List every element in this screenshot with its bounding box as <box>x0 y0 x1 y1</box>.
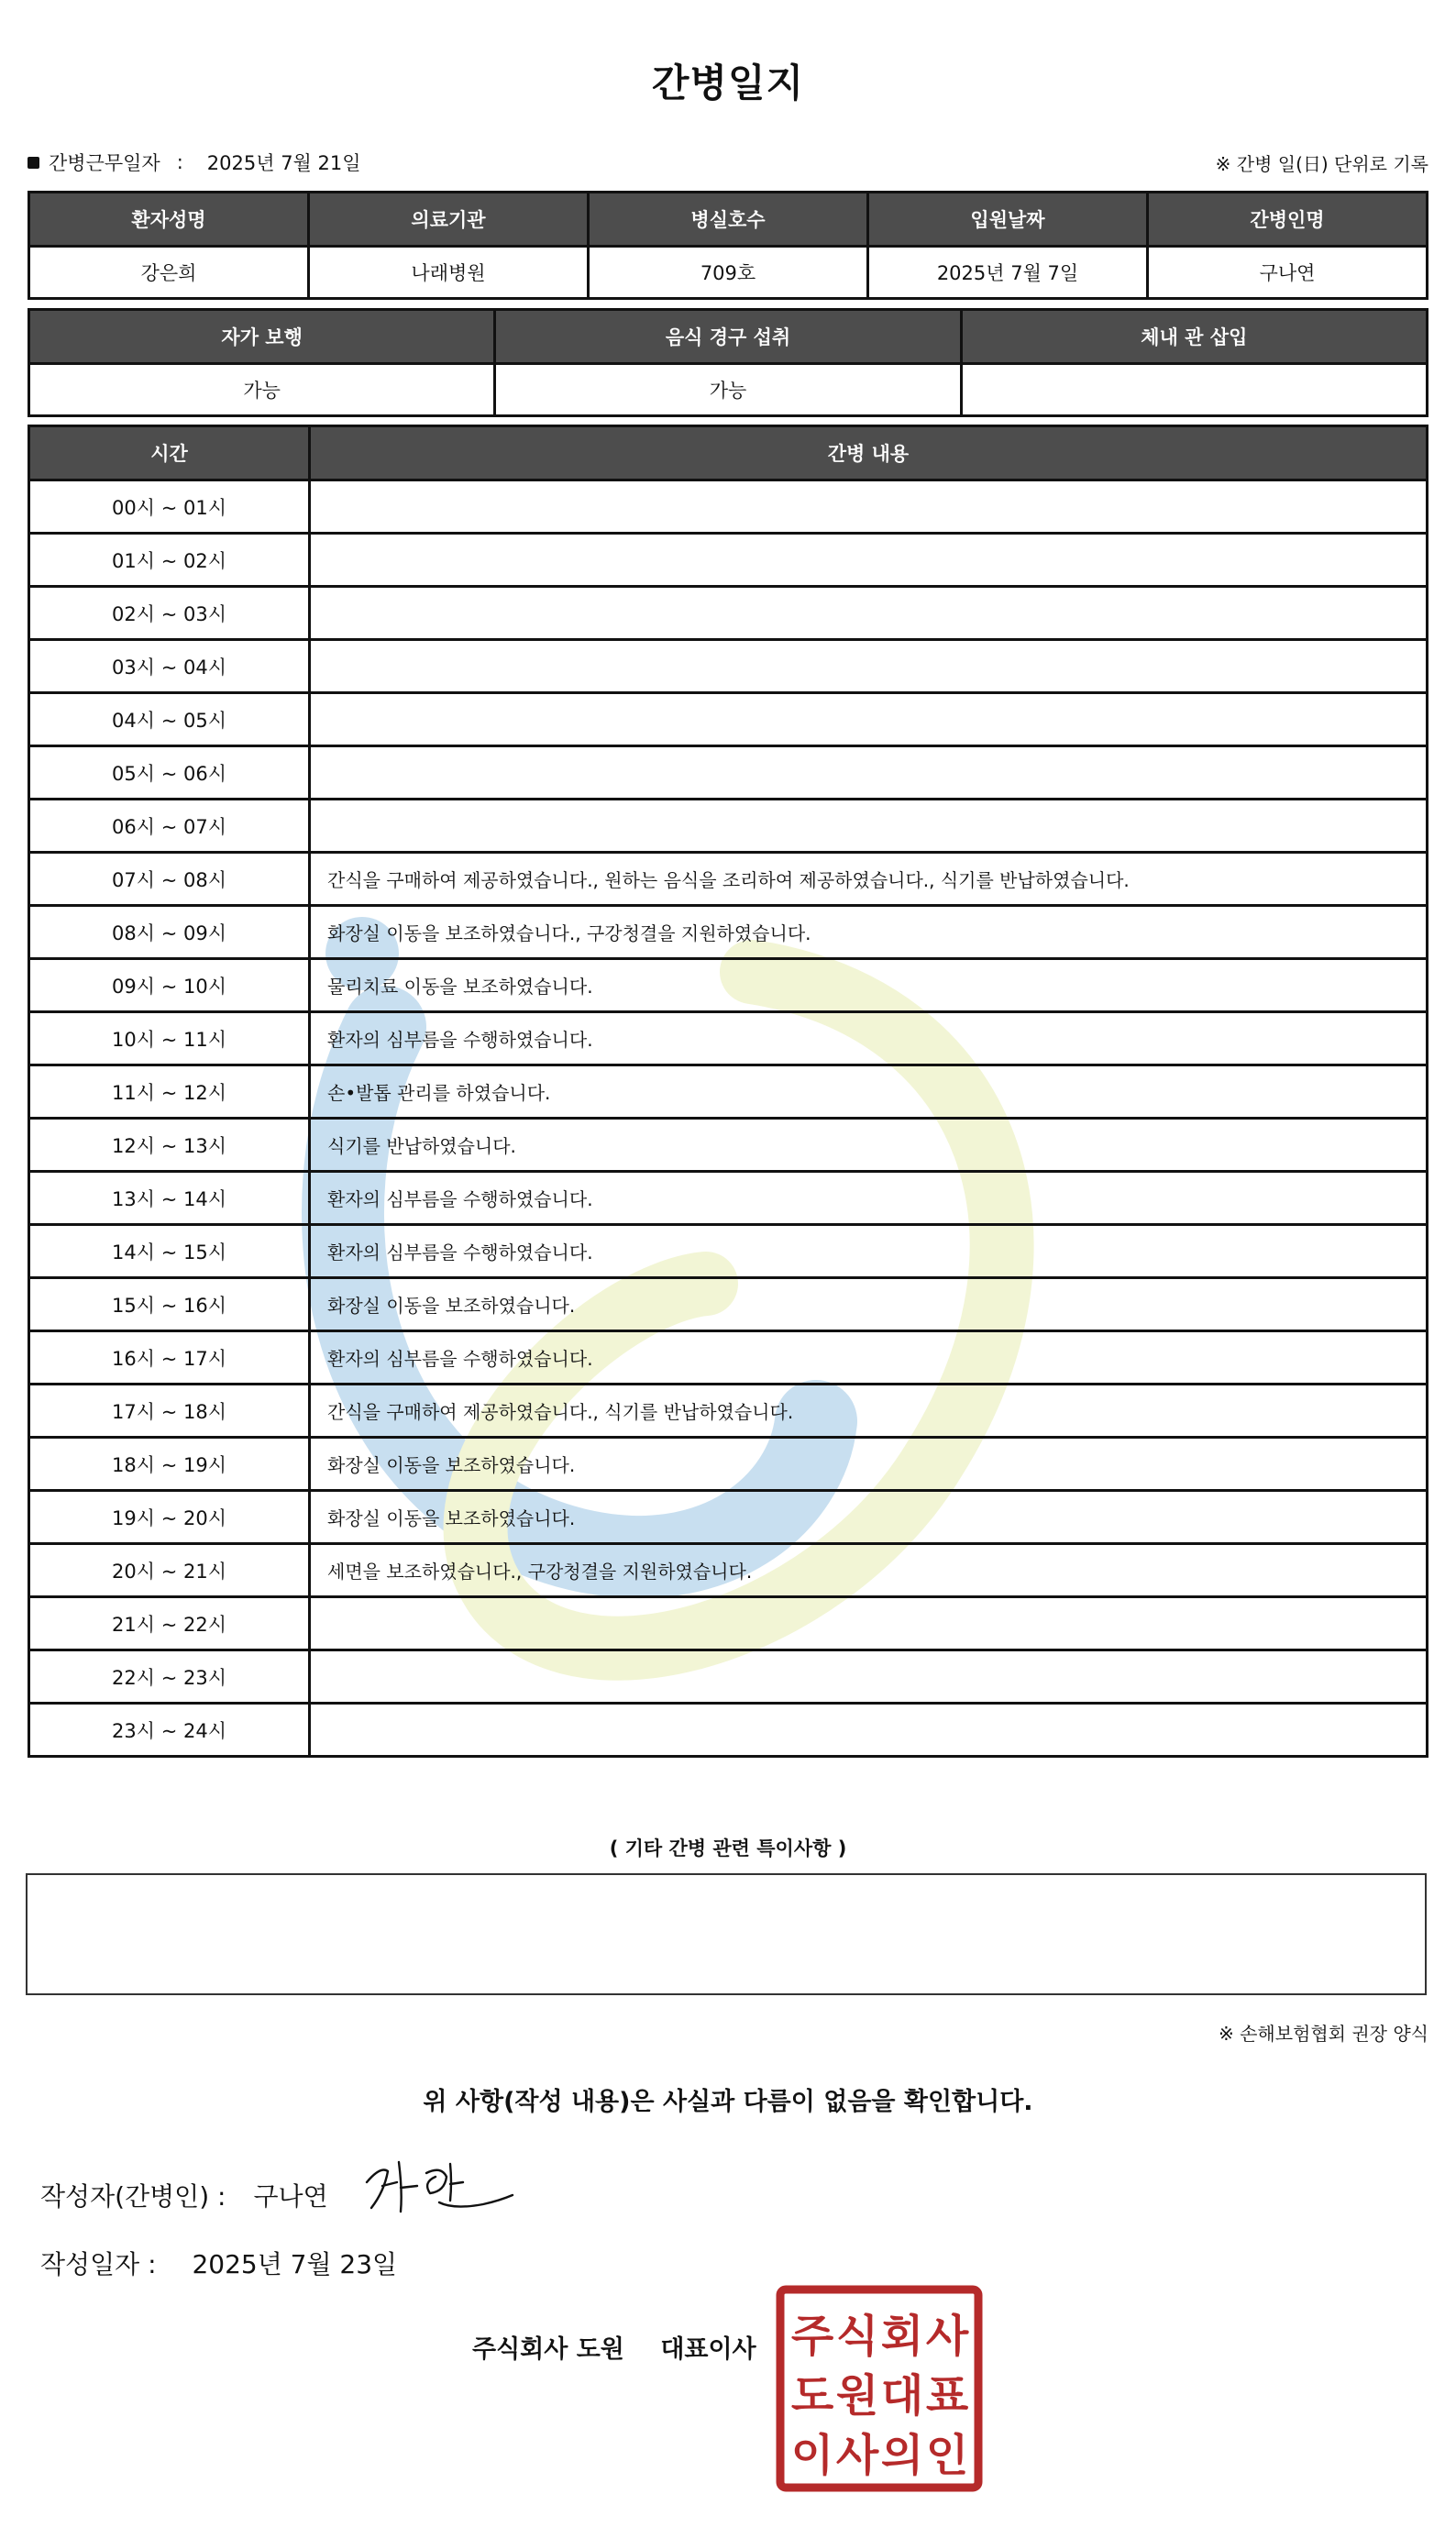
care-content: 환자의 심부름을 수행하였습니다. <box>310 1225 1428 1278</box>
care-content <box>310 1704 1428 1757</box>
table-row <box>29 853 1428 906</box>
care-content <box>310 746 1428 800</box>
time-slot: 05시 ~ 06시 <box>29 746 310 800</box>
duty-date-colon: : <box>176 151 183 173</box>
time-slot: 16시 ~ 17시 <box>29 1331 310 1385</box>
seal-character: 의 <box>880 2430 924 2481</box>
table-row <box>29 693 1428 746</box>
duty-date-label: 간병근무일자 <box>49 152 160 174</box>
seal-character: 회 <box>880 2311 924 2362</box>
ceo-title: 대표이사 <box>660 2335 756 2364</box>
room-number: 709호 <box>589 247 868 299</box>
care-content: 간식을 구매하여 제공하였습니다., 식기를 반납하였습니다. <box>310 1385 1428 1438</box>
remarks-title: ( 기타 간병 관련 특이사항 ) <box>609 1837 847 1859</box>
admission-date: 2025년 7월 7일 <box>868 247 1148 299</box>
table-row <box>29 1331 1428 1385</box>
patient-name: 강은희 <box>29 247 309 299</box>
seal-character: 표 <box>925 2370 969 2422</box>
time-slot: 11시 ~ 12시 <box>29 1065 310 1119</box>
care-content <box>310 1597 1428 1650</box>
care-content: 식기를 반납하였습니다. <box>310 1119 1428 1172</box>
remarks-box <box>26 1873 1427 1995</box>
author-label: 작성자(간병인) : <box>40 2181 226 2212</box>
time-slot: 21시 ~ 22시 <box>29 1597 310 1650</box>
document-title: 간병일지 <box>651 61 805 105</box>
care-content <box>310 693 1428 746</box>
company-line <box>472 2329 756 2365</box>
header-self-walking: 자가 보행 <box>29 310 495 364</box>
table-row <box>29 1385 1428 1438</box>
care-content <box>310 1650 1428 1704</box>
table-row <box>29 1491 1428 1544</box>
table-row <box>29 587 1428 640</box>
time-slot: 00시 ~ 01시 <box>29 480 310 534</box>
company-name: 주식회사 도원 <box>472 2335 624 2364</box>
header-patient-name: 환자성명 <box>29 193 309 247</box>
caregiver-name: 구나연 <box>1148 247 1428 299</box>
time-slot: 09시 ~ 10시 <box>29 959 310 1012</box>
time-slot: 14시 ~ 15시 <box>29 1225 310 1278</box>
time-slot: 17시 ~ 18시 <box>29 1385 310 1438</box>
bullet-square-icon <box>28 157 39 169</box>
time-slot: 07시 ~ 08시 <box>29 853 310 906</box>
header-time: 시간 <box>29 426 310 480</box>
table-row <box>29 1278 1428 1331</box>
care-content <box>310 587 1428 640</box>
time-slot: 19시 ~ 20시 <box>29 1491 310 1544</box>
company-seal-stamp <box>776 2285 983 2492</box>
care-content: 화장실 이동을 보조하였습니다. <box>310 1278 1428 1331</box>
seal-character: 식 <box>835 2311 879 2362</box>
time-slot: 18시 ~ 19시 <box>29 1438 310 1491</box>
care-content <box>310 640 1428 693</box>
time-slot: 15시 ~ 16시 <box>29 1278 310 1331</box>
time-slot: 08시 ~ 09시 <box>29 906 310 959</box>
written-date-value: 2025년 7월 23일 <box>192 2249 398 2279</box>
care-content: 화장실 이동을 보조하였습니다. <box>310 1491 1428 1544</box>
confirmation-statement: 위 사항(작성 내용)은 사실과 다름이 없음을 확인합니다. <box>423 2088 1033 2116</box>
time-slot: 12시 ~ 13시 <box>29 1119 310 1172</box>
duty-date-line <box>28 149 361 176</box>
header-care-content: 간병 내용 <box>310 426 1428 480</box>
seal-character: 대 <box>880 2370 924 2422</box>
care-content <box>310 480 1428 534</box>
time-slot: 01시 ~ 02시 <box>29 534 310 587</box>
time-slot: 02시 ~ 03시 <box>29 587 310 640</box>
care-content: 물리치료 이동을 보조하였습니다. <box>310 959 1428 1012</box>
seal-character: 원 <box>835 2370 879 2422</box>
association-note: ※ 손해보험협회 권장 양식 <box>1218 2023 1428 2045</box>
header-hospital: 의료기관 <box>309 193 589 247</box>
seal-character: 이 <box>790 2430 834 2481</box>
oral-intake-value: 가능 <box>495 364 961 416</box>
header-oral-intake: 음식 경구 섭취 <box>495 310 961 364</box>
table-row <box>29 1012 1428 1065</box>
table-row <box>29 1650 1428 1704</box>
time-slot: 04시 ~ 05시 <box>29 693 310 746</box>
handwritten-signature <box>362 2155 518 2219</box>
seal-character: 도 <box>790 2370 834 2422</box>
header-caregiver-name: 간병인명 <box>1148 193 1428 247</box>
patient-condition-table <box>28 308 1428 417</box>
written-date-line <box>40 2245 397 2281</box>
care-content: 환자의 심부름을 수행하였습니다. <box>310 1172 1428 1225</box>
table-row <box>29 480 1428 534</box>
table-row <box>29 800 1428 853</box>
table-row <box>29 1438 1428 1491</box>
care-content: 환자의 심부름을 수행하였습니다. <box>310 1331 1428 1385</box>
table-row <box>29 640 1428 693</box>
time-slot: 13시 ~ 14시 <box>29 1172 310 1225</box>
table-row <box>29 906 1428 959</box>
time-slot: 20시 ~ 21시 <box>29 1544 310 1597</box>
time-slot: 22시 ~ 23시 <box>29 1650 310 1704</box>
table-row <box>29 746 1428 800</box>
duty-date-value: 2025년 7월 21일 <box>206 152 361 174</box>
care-content <box>310 800 1428 853</box>
unit-note: ※ 간병 일(日) 단위로 기록 <box>1215 153 1428 175</box>
header-tube-insertion: 체내 관 삽입 <box>961 310 1427 364</box>
table-row <box>29 1119 1428 1172</box>
care-content: 세면을 보조하였습니다., 구강청결을 지원하였습니다. <box>310 1544 1428 1597</box>
written-date-label: 작성일자 : <box>40 2249 157 2279</box>
table-row <box>29 1065 1428 1119</box>
care-content <box>310 534 1428 587</box>
seal-character: 사 <box>925 2311 969 2362</box>
time-slot: 03시 ~ 04시 <box>29 640 310 693</box>
table-row <box>29 1704 1428 1757</box>
hospital-name: 나래병원 <box>309 247 589 299</box>
seal-character: 사 <box>835 2430 879 2481</box>
header-room-number: 병실호수 <box>589 193 868 247</box>
author-line <box>40 2177 328 2213</box>
care-log-table <box>28 425 1428 1758</box>
table-row <box>29 959 1428 1012</box>
tube-insertion-value <box>961 364 1427 416</box>
care-content: 환자의 심부름을 수행하였습니다. <box>310 1012 1428 1065</box>
author-name: 구나연 <box>253 2181 328 2212</box>
table-row <box>29 1544 1428 1597</box>
patient-info-table <box>28 191 1428 300</box>
seal-character: 주 <box>790 2311 834 2362</box>
care-content: 간식을 구매하여 제공하였습니다., 원하는 음식을 조리하여 제공하였습니다., 식기를 반납하였습니다. <box>310 853 1428 906</box>
table-row <box>29 1172 1428 1225</box>
table-row <box>29 1225 1428 1278</box>
time-slot: 06시 ~ 07시 <box>29 800 310 853</box>
care-content: 화장실 이동을 보조하였습니다. <box>310 1438 1428 1491</box>
table-row <box>29 534 1428 587</box>
header-admission-date: 입원날짜 <box>868 193 1148 247</box>
care-content: 손•발톱 관리를 하였습니다. <box>310 1065 1428 1119</box>
time-slot: 10시 ~ 11시 <box>29 1012 310 1065</box>
seal-character: 인 <box>925 2430 969 2481</box>
self-walking-value: 가능 <box>29 364 495 416</box>
time-slot: 23시 ~ 24시 <box>29 1704 310 1757</box>
table-row <box>29 1597 1428 1650</box>
care-content: 화장실 이동을 보조하였습니다., 구강청결을 지원하였습니다. <box>310 906 1428 959</box>
